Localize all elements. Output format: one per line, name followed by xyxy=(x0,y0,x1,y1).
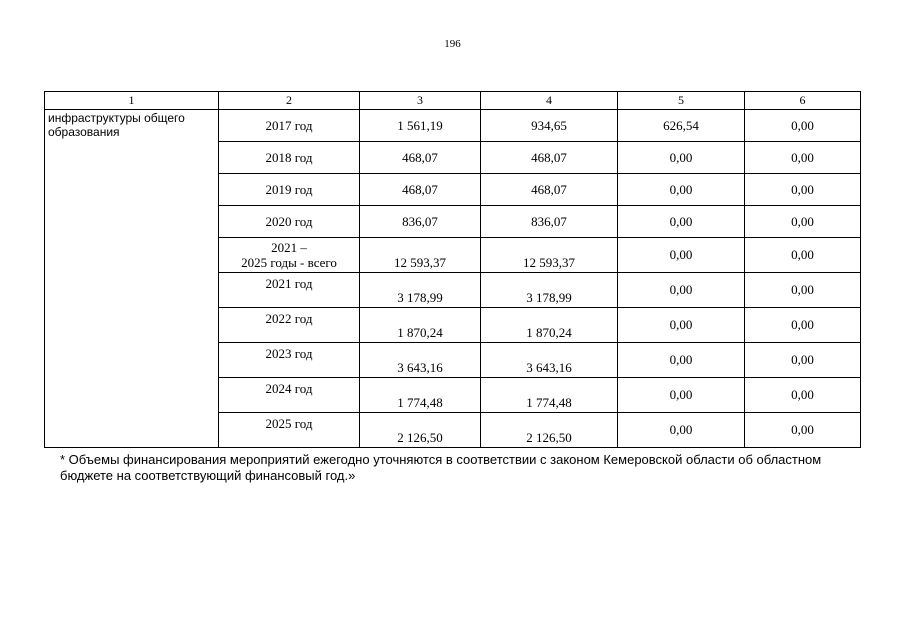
value-cell: 0,00 xyxy=(618,142,745,174)
value-cell: 1 774,48 xyxy=(360,378,481,413)
footnote: * Объемы финансирования мероприятий ежегодно уточняются в соответствии с законом Кемеровской области об областном бюджете на соответствующий финансовый год.» xyxy=(60,452,822,483)
value-cell: 468,07 xyxy=(360,142,481,174)
value-cell: 0,00 xyxy=(618,238,745,273)
activity-name-cell: инфраструктуры общего образования xyxy=(45,110,219,448)
value-cell: 1 870,24 xyxy=(360,308,481,343)
table-header-row xyxy=(45,92,861,110)
value-cell: 12 593,37 xyxy=(360,238,481,273)
column-header: 5 xyxy=(618,92,745,110)
period-line: 2021 – xyxy=(271,240,307,255)
value-cell: 468,07 xyxy=(360,174,481,206)
period-cell: 2019 год xyxy=(219,174,360,206)
value-cell: 0,00 xyxy=(618,343,745,378)
value-cell: 468,07 xyxy=(481,174,618,206)
value-cell: 3 643,16 xyxy=(360,343,481,378)
value-cell: 0,00 xyxy=(745,308,861,343)
value-cell: 0,00 xyxy=(618,206,745,238)
period-line: 2025 годы - всего xyxy=(241,255,337,270)
value-cell: 1 561,19 xyxy=(360,110,481,142)
value-cell: 0,00 xyxy=(745,110,861,142)
value-cell: 2 126,50 xyxy=(360,413,481,448)
value-cell: 3 178,99 xyxy=(481,273,618,308)
period-cell: 2018 год xyxy=(219,142,360,174)
value-cell: 0,00 xyxy=(745,142,861,174)
value-cell: 626,54 xyxy=(618,110,745,142)
period-cell: 2025 год xyxy=(219,413,360,448)
value-cell: 0,00 xyxy=(745,206,861,238)
value-cell: 468,07 xyxy=(481,142,618,174)
column-header: 4 xyxy=(481,92,618,110)
value-cell: 0,00 xyxy=(618,378,745,413)
value-cell: 1 870,24 xyxy=(481,308,618,343)
value-cell: 0,00 xyxy=(745,413,861,448)
table-row xyxy=(45,110,861,142)
value-cell: 2 126,50 xyxy=(481,413,618,448)
value-cell: 0,00 xyxy=(745,378,861,413)
column-header: 6 xyxy=(745,92,861,110)
period-cell: 2020 год xyxy=(219,206,360,238)
value-cell: 0,00 xyxy=(618,174,745,206)
value-cell: 3 643,16 xyxy=(481,343,618,378)
funding-table xyxy=(44,91,861,448)
value-cell: 0,00 xyxy=(745,238,861,273)
period-cell: 2023 год xyxy=(219,343,360,378)
period-cell: 2022 год xyxy=(219,308,360,343)
value-cell: 836,07 xyxy=(360,206,481,238)
value-cell: 836,07 xyxy=(481,206,618,238)
page-number: 196 xyxy=(444,38,461,50)
value-cell: 12 593,37 xyxy=(481,238,618,273)
column-header: 3 xyxy=(360,92,481,110)
period-cell: 2021 год xyxy=(219,273,360,308)
value-cell: 3 178,99 xyxy=(360,273,481,308)
value-cell: 0,00 xyxy=(618,413,745,448)
period-cell: 2024 год xyxy=(219,378,360,413)
value-cell: 1 774,48 xyxy=(481,378,618,413)
column-header: 2 xyxy=(219,92,360,110)
value-cell: 0,00 xyxy=(745,273,861,308)
value-cell: 934,65 xyxy=(481,110,618,142)
value-cell: 0,00 xyxy=(618,273,745,308)
value-cell: 0,00 xyxy=(745,174,861,206)
value-cell: 0,00 xyxy=(618,308,745,343)
period-cell xyxy=(219,238,360,273)
value-cell: 0,00 xyxy=(745,343,861,378)
period-cell: 2017 год xyxy=(219,110,360,142)
column-header: 1 xyxy=(45,92,219,110)
